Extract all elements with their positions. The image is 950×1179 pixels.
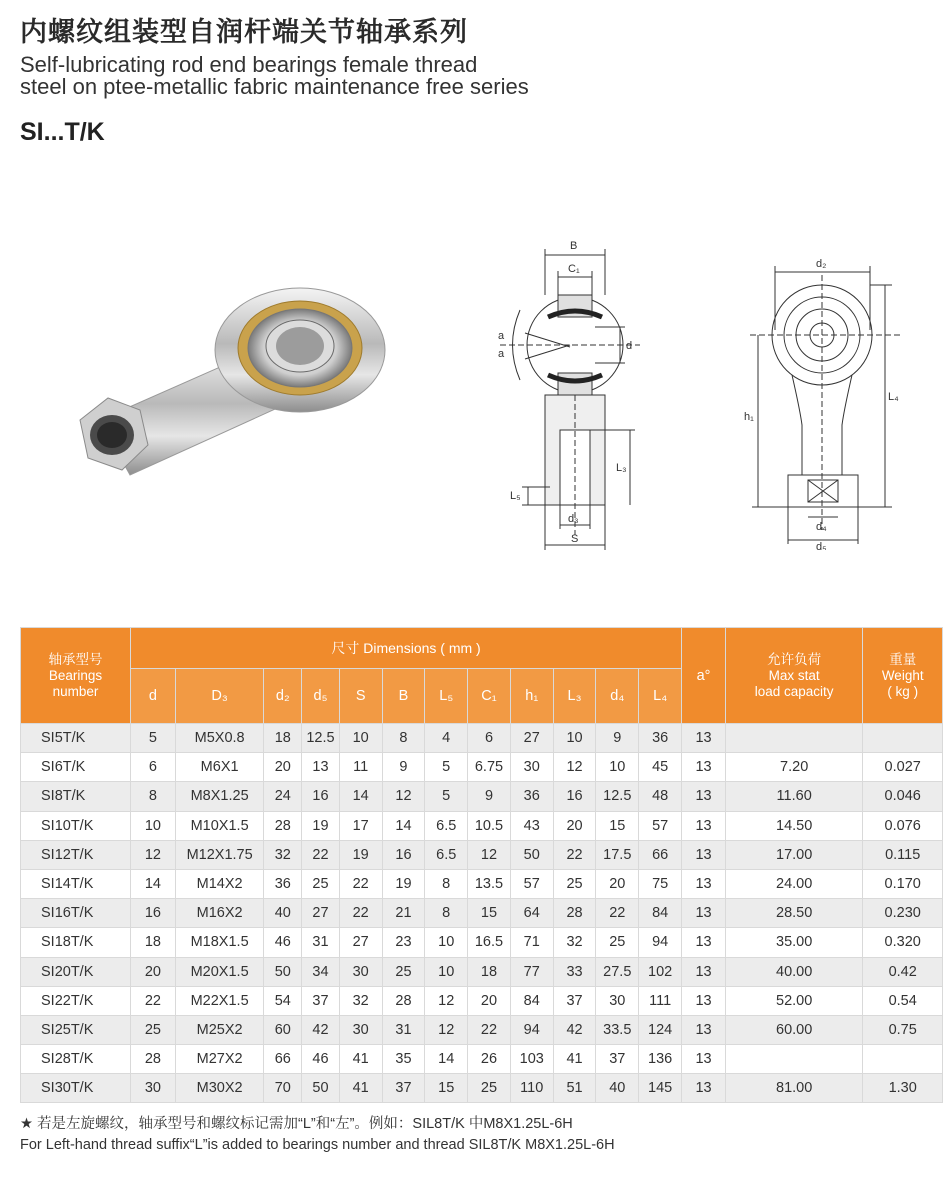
table-cell: 8 xyxy=(382,724,425,753)
table-cell: 30 xyxy=(339,957,382,986)
table-cell: 0.75 xyxy=(863,1015,943,1044)
table-cell: 45 xyxy=(639,753,682,782)
table-cell: 12 xyxy=(382,782,425,811)
table-cell: 6.5 xyxy=(425,811,468,840)
table-cell: 22 xyxy=(553,840,596,869)
table-cell: 20 xyxy=(596,869,639,898)
table-cell: 27 xyxy=(302,899,340,928)
table-cell: 10 xyxy=(131,811,176,840)
table-cell: 20 xyxy=(553,811,596,840)
table-cell: 22 xyxy=(302,840,340,869)
table-cell: 66 xyxy=(264,1045,302,1074)
table-cell: 81.00 xyxy=(725,1074,863,1103)
table-cell: 28 xyxy=(264,811,302,840)
table-cell: 11 xyxy=(339,753,382,782)
table-cell: M27X2 xyxy=(175,1045,264,1074)
col-angle: a° xyxy=(682,628,726,724)
table-cell: 25 xyxy=(596,928,639,957)
table-cell: 15 xyxy=(468,899,511,928)
col-d4: d₄ xyxy=(596,669,639,724)
table-cell: 48 xyxy=(639,782,682,811)
table-cell: 18 xyxy=(131,928,176,957)
table-cell: 84 xyxy=(510,986,553,1015)
table-cell: 30 xyxy=(131,1074,176,1103)
label-d: d xyxy=(626,340,633,352)
table-cell: 12 xyxy=(468,840,511,869)
table-cell: 8 xyxy=(425,899,468,928)
table-cell: 22 xyxy=(339,869,382,898)
table-cell: 46 xyxy=(264,928,302,957)
table-cell: 22 xyxy=(596,899,639,928)
table-cell: 1.30 xyxy=(863,1074,943,1103)
table-row xyxy=(21,986,943,1015)
table-cell: 77 xyxy=(510,957,553,986)
table-cell: 37 xyxy=(382,1074,425,1103)
col-C1: C₁ xyxy=(468,669,511,724)
table-cell: 24.00 xyxy=(725,869,863,898)
table-row xyxy=(21,957,943,986)
table-cell: 40.00 xyxy=(725,957,863,986)
bearing-number-cell: SI18T/K xyxy=(21,928,131,957)
table-cell: 33 xyxy=(553,957,596,986)
table-cell: M12X1.75 xyxy=(175,840,264,869)
table-cell: 12.5 xyxy=(302,724,340,753)
table-row xyxy=(21,840,943,869)
table-cell: 102 xyxy=(639,957,682,986)
table-cell: 22 xyxy=(339,899,382,928)
table-cell: 13 xyxy=(682,753,726,782)
table-cell: M14X2 xyxy=(175,869,264,898)
table-cell: 16 xyxy=(553,782,596,811)
table-cell: M22X1.5 xyxy=(175,986,264,1015)
table-cell: 71 xyxy=(510,928,553,957)
bearing-number-cell: SI28T/K xyxy=(21,1045,131,1074)
table-cell: 13 xyxy=(682,869,726,898)
table-cell: 36 xyxy=(639,724,682,753)
table-cell: 30 xyxy=(510,753,553,782)
left-hand-note-en: For Left-hand thread suffix“L”is added to bearings number and thread SIL8T/K M8X1.25L-6H xyxy=(20,1137,615,1153)
table-cell: 23 xyxy=(382,928,425,957)
table-cell: 0.046 xyxy=(863,782,943,811)
table-cell: 70 xyxy=(264,1074,302,1103)
table-cell: 17.5 xyxy=(596,840,639,869)
table-cell: 0.027 xyxy=(863,753,943,782)
col-load-capacity: 允许负荷 Max stat load capacity xyxy=(725,628,863,724)
table-cell: 8 xyxy=(425,869,468,898)
bearing-number-cell: SI12T/K xyxy=(21,840,131,869)
table-cell: 5 xyxy=(425,753,468,782)
col-D3: D₃ xyxy=(175,669,264,724)
table-cell: 110 xyxy=(510,1074,553,1103)
table-cell: 26 xyxy=(468,1045,511,1074)
table-cell: 15 xyxy=(596,811,639,840)
table-cell: 25 xyxy=(553,869,596,898)
page-title-en-line1: Self-lubricating rod end bearings female thread xyxy=(20,52,478,77)
table-cell: 18 xyxy=(264,724,302,753)
table-cell: 6.75 xyxy=(468,753,511,782)
table-cell: M6X1 xyxy=(175,753,264,782)
table-cell: 13 xyxy=(682,782,726,811)
table-cell: 20 xyxy=(468,986,511,1015)
table-row xyxy=(21,899,943,928)
table-cell: 25 xyxy=(382,957,425,986)
table-row xyxy=(21,1045,943,1074)
series-code: SI...T/K xyxy=(20,118,105,146)
bearing-number-cell: SI6T/K xyxy=(21,753,131,782)
table-row xyxy=(21,869,943,898)
table-row xyxy=(21,811,943,840)
label-d4: d₄ xyxy=(816,521,827,533)
table-cell: 18 xyxy=(468,957,511,986)
front-view-drawing xyxy=(730,250,915,550)
table-cell: 51 xyxy=(553,1074,596,1103)
table-cell: 12.5 xyxy=(596,782,639,811)
table-cell: 0.115 xyxy=(863,840,943,869)
table-cell: 33.5 xyxy=(596,1015,639,1044)
label-d5: d₅ xyxy=(816,541,827,550)
table-cell: 21 xyxy=(382,899,425,928)
table-cell: 25 xyxy=(302,869,340,898)
table-cell: 111 xyxy=(639,986,682,1015)
table-cell: M25X2 xyxy=(175,1015,264,1044)
table-cell: 25 xyxy=(468,1074,511,1103)
table-cell: M8X1.25 xyxy=(175,782,264,811)
table-cell: 6 xyxy=(468,724,511,753)
label-L4: L₄ xyxy=(888,391,899,403)
table-cell: 28 xyxy=(382,986,425,1015)
bearing-number-cell: SI14T/K xyxy=(21,869,131,898)
table-cell: 75 xyxy=(639,869,682,898)
table-cell: 34 xyxy=(302,957,340,986)
table-cell: 12 xyxy=(425,986,468,1015)
table-cell: 10 xyxy=(553,724,596,753)
table-cell: 50 xyxy=(302,1074,340,1103)
bearing-number-cell: SI10T/K xyxy=(21,811,131,840)
table-cell: 10 xyxy=(339,724,382,753)
specification-table xyxy=(20,627,943,1103)
table-cell: 84 xyxy=(639,899,682,928)
table-cell: 13 xyxy=(682,1045,726,1074)
table-cell: 31 xyxy=(382,1015,425,1044)
table-cell: 13 xyxy=(682,811,726,840)
table-cell: 22 xyxy=(131,986,176,1015)
table-cell xyxy=(863,1045,943,1074)
table-cell: 27 xyxy=(339,928,382,957)
page-title-en-line2: steel on ptee-metallic fabric maintenance free series xyxy=(20,74,529,99)
col-d2: d₂ xyxy=(264,669,302,724)
bearing-number-cell: SI5T/K xyxy=(21,724,131,753)
table-cell: 19 xyxy=(339,840,382,869)
table-cell: 30 xyxy=(339,1015,382,1044)
page-title-cn: 内螺纹组装型自润杆端关节轴承系列 xyxy=(20,17,468,48)
table-cell: 124 xyxy=(639,1015,682,1044)
table-row xyxy=(21,724,943,753)
table-cell: 20 xyxy=(264,753,302,782)
table-cell: 32 xyxy=(339,986,382,1015)
table-cell: 64 xyxy=(510,899,553,928)
table-cell: 24 xyxy=(264,782,302,811)
table-cell xyxy=(725,724,863,753)
table-row xyxy=(21,1015,943,1044)
table-cell: 13 xyxy=(682,986,726,1015)
col-L3: L₃ xyxy=(553,669,596,724)
table-cell: 7.20 xyxy=(725,753,863,782)
table-cell: 36 xyxy=(510,782,553,811)
table-cell: 10 xyxy=(425,928,468,957)
table-cell: 145 xyxy=(639,1074,682,1103)
table-cell: 19 xyxy=(382,869,425,898)
table-cell: 20 xyxy=(131,957,176,986)
table-cell: 0.076 xyxy=(863,811,943,840)
table-cell: 12 xyxy=(425,1015,468,1044)
table-cell: 27 xyxy=(510,724,553,753)
table-row xyxy=(21,753,943,782)
table-cell: 136 xyxy=(639,1045,682,1074)
table-cell: 14.50 xyxy=(725,811,863,840)
table-cell: 9 xyxy=(382,753,425,782)
col-d5: d₅ xyxy=(302,669,340,724)
table-cell: 57 xyxy=(510,869,553,898)
col-d: d xyxy=(131,669,176,724)
table-cell: 50 xyxy=(510,840,553,869)
table-cell: 41 xyxy=(339,1045,382,1074)
table-cell: 32 xyxy=(264,840,302,869)
table-cell: 16 xyxy=(302,782,340,811)
table-cell: 6 xyxy=(131,753,176,782)
table-cell: 32 xyxy=(553,928,596,957)
table-cell: 0.320 xyxy=(863,928,943,957)
table-cell: 13.5 xyxy=(468,869,511,898)
table-cell: 60.00 xyxy=(725,1015,863,1044)
table-cell xyxy=(863,724,943,753)
col-weight: 重量 Weight ( kg ) xyxy=(863,628,943,724)
bearing-number-cell: SI25T/K xyxy=(21,1015,131,1044)
table-cell: 14 xyxy=(425,1045,468,1074)
table-cell: 13 xyxy=(302,753,340,782)
table-cell: 16 xyxy=(131,899,176,928)
table-cell: 37 xyxy=(553,986,596,1015)
table-cell: 37 xyxy=(596,1045,639,1074)
table-cell: 35 xyxy=(382,1045,425,1074)
table-cell xyxy=(725,1045,863,1074)
label-d2: d₂ xyxy=(816,258,827,270)
table-cell: 19 xyxy=(302,811,340,840)
table-cell: M10X1.5 xyxy=(175,811,264,840)
table-cell: 41 xyxy=(339,1074,382,1103)
table-cell: 11.60 xyxy=(725,782,863,811)
label-h1: h₁ xyxy=(744,411,754,423)
table-cell: 50 xyxy=(264,957,302,986)
table-cell: 13 xyxy=(682,840,726,869)
table-cell: 6.5 xyxy=(425,840,468,869)
table-cell: 4 xyxy=(425,724,468,753)
col-S: S xyxy=(339,669,382,724)
table-cell: 94 xyxy=(510,1015,553,1044)
table-cell: 42 xyxy=(553,1015,596,1044)
table-cell: 46 xyxy=(302,1045,340,1074)
table-cell: 15 xyxy=(425,1074,468,1103)
table-cell: 22 xyxy=(468,1015,511,1044)
section-view-drawing xyxy=(470,235,645,555)
bearing-number-cell: SI16T/K xyxy=(21,899,131,928)
table-cell: 16.5 xyxy=(468,928,511,957)
table-cell: 5 xyxy=(425,782,468,811)
label-S: S xyxy=(571,533,579,545)
table-cell: 66 xyxy=(639,840,682,869)
col-L4: L₄ xyxy=(639,669,682,724)
table-cell: 13 xyxy=(682,957,726,986)
table-cell: 9 xyxy=(468,782,511,811)
table-cell: 13 xyxy=(682,928,726,957)
table-cell: 43 xyxy=(510,811,553,840)
table-cell: 0.42 xyxy=(863,957,943,986)
table-cell: 35.00 xyxy=(725,928,863,957)
table-cell: 17.00 xyxy=(725,840,863,869)
table-cell: 37 xyxy=(302,986,340,1015)
table-cell: 52.00 xyxy=(725,986,863,1015)
left-hand-note-cn: ★ 若是左旋螺纹，轴承型号和螺纹标记需加“L”和“左”。例如：SIL8T/K 中M8X1.25L-6H xyxy=(20,1116,573,1132)
bearing-number-cell: SI30T/K xyxy=(21,1074,131,1103)
table-cell: 42 xyxy=(302,1015,340,1044)
table-cell: 103 xyxy=(510,1045,553,1074)
table-cell: 27.5 xyxy=(596,957,639,986)
label-C1: C₁ xyxy=(568,263,580,275)
bearing-number-cell: SI8T/K xyxy=(21,782,131,811)
table-cell: 17 xyxy=(339,811,382,840)
table-cell: 13 xyxy=(682,1015,726,1044)
table-cell: 13 xyxy=(682,1074,726,1103)
table-cell: 57 xyxy=(639,811,682,840)
table-cell: 10.5 xyxy=(468,811,511,840)
table-cell: 10 xyxy=(596,753,639,782)
table-cell: 30 xyxy=(596,986,639,1015)
label-a2: a xyxy=(498,348,505,360)
table-cell: 28.50 xyxy=(725,899,863,928)
label-L3: L₃ xyxy=(616,462,627,474)
bearing-number-cell: SI22T/K xyxy=(21,986,131,1015)
table-cell: 0.170 xyxy=(863,869,943,898)
table-cell: 41 xyxy=(553,1045,596,1074)
table-cell: 94 xyxy=(639,928,682,957)
col-B: B xyxy=(382,669,425,724)
table-cell: 28 xyxy=(131,1045,176,1074)
label-d3: d₃ xyxy=(568,513,579,525)
table-cell: 40 xyxy=(264,899,302,928)
table-cell: 28 xyxy=(553,899,596,928)
table-cell: 25 xyxy=(131,1015,176,1044)
table-cell: 31 xyxy=(302,928,340,957)
table-cell: 14 xyxy=(131,869,176,898)
table-cell: 9 xyxy=(596,724,639,753)
col-dimensions: 尺寸 Dimensions ( mm ) xyxy=(131,628,682,669)
rod-end-bearing-photo xyxy=(60,270,390,500)
table-cell: 54 xyxy=(264,986,302,1015)
table-cell: M18X1.5 xyxy=(175,928,264,957)
table-cell: 10 xyxy=(425,957,468,986)
table-cell: 12 xyxy=(131,840,176,869)
table-cell: 12 xyxy=(553,753,596,782)
table-cell: 14 xyxy=(382,811,425,840)
table-cell: 36 xyxy=(264,869,302,898)
table-cell: M5X0.8 xyxy=(175,724,264,753)
table-cell: M20X1.5 xyxy=(175,957,264,986)
table-cell: 40 xyxy=(596,1074,639,1103)
col-h1: h₁ xyxy=(510,669,553,724)
table-cell: 5 xyxy=(131,724,176,753)
table-cell: 60 xyxy=(264,1015,302,1044)
label-B: B xyxy=(570,240,578,252)
table-cell: 16 xyxy=(382,840,425,869)
table-cell: M30X2 xyxy=(175,1074,264,1103)
col-bearing-number: 轴承型号 Bearings number xyxy=(21,628,131,724)
table-body xyxy=(21,724,943,1103)
label-a: a xyxy=(498,330,505,342)
label-L5: L₅ xyxy=(510,490,521,502)
table-cell: 13 xyxy=(682,724,726,753)
table-row xyxy=(21,782,943,811)
bearing-number-cell: SI20T/K xyxy=(21,957,131,986)
table-cell: 0.230 xyxy=(863,899,943,928)
table-cell: 0.54 xyxy=(863,986,943,1015)
table-cell: 14 xyxy=(339,782,382,811)
table-row xyxy=(21,928,943,957)
table-row xyxy=(21,1074,943,1103)
col-L5: L₅ xyxy=(425,669,468,724)
table-cell: 13 xyxy=(682,899,726,928)
table-cell: 8 xyxy=(131,782,176,811)
table-cell: M16X2 xyxy=(175,899,264,928)
